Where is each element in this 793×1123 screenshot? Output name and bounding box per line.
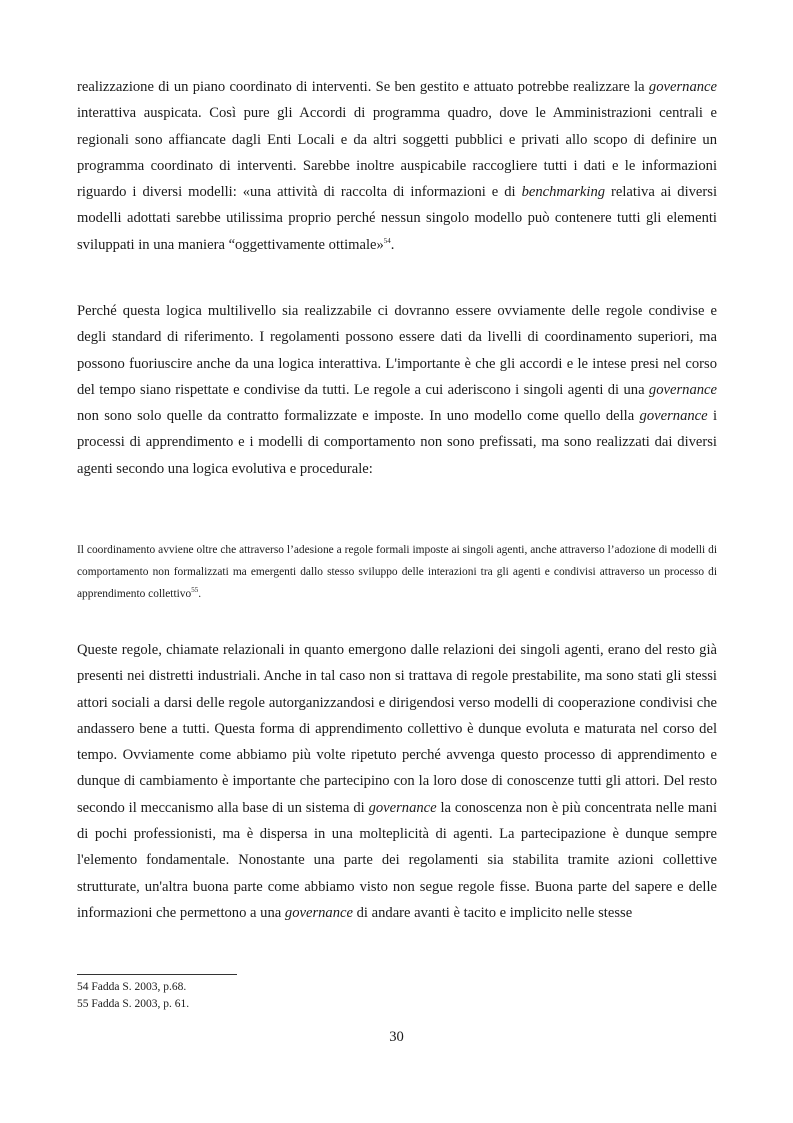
paragraph-1-text: realizzazione di un piano coordinato di interventi. Se ben gestito e attuato potrebbe realizzare la — [77, 79, 649, 95]
footnote-54: 54 Fadda S. 2003, p.68. — [77, 981, 187, 993]
emphasis-governance: governance — [648, 79, 717, 95]
footnote-55: 55 Fadda S. 2003, p. 61. — [77, 998, 190, 1010]
paragraph-1-text: interattiva auspicata. Così pure gli Accordi di programma quadro, dove le Amministrazioni centrali e regionali sono affiancate dagli Enti Locali e da altri soggetti pubblici e privati allo scopo di definire un programma coordinato di interventi. Sarebbe inoltre auspicabile raccogliere tutti i dati e le informazioni riguardo i diversi modelli: «una attività di raccolta di informazioni e di — [77, 105, 717, 201]
emphasis-governance: governance — [648, 381, 717, 398]
paragraph-2 — [77, 298, 717, 482]
emphasis-governance: governance — [368, 799, 437, 816]
emphasis-governance: governance — [284, 904, 353, 921]
paragraph-2-text: non sono solo quelle da contratto formalizzate e imposte. In uno modello come quello della — [77, 408, 640, 425]
paragraph-1 — [77, 74, 717, 258]
block-quote-text: . — [198, 588, 202, 600]
block-quote — [77, 539, 717, 605]
page-number: 30 — [389, 1029, 404, 1045]
paragraph-3-text: la conoscenza non è più concentrata nelle mani di pochi professionisti, ma è dispersa in una molteplicità di agenti. La partecipazione è dunque sempre l'elemento fondamentale. Nonostante una parte dei regolamenti sia stabilita tramite azioni collettive strutturate, un'altra buona parte come abbiamo visto non segue regole fisse. Buona parte del sapere e delle informazioni che permettono a una — [77, 799, 717, 921]
paragraph-2-text: Perché questa logica multilivello sia realizzabile ci dovranno essere ovviamente delle regole condivise e degli standard di riferimento. I regolamenti possono essere dati da livelli di coordinamento superiori, ma possono fuoriuscire anche da una logica interattiva. L'importante è che gli accordi e le intese presi nel corso del tempo siano rispettate e condivise da tutti. Le regole a cui aderiscono i singoli agenti di una — [77, 303, 717, 398]
emphasis-governance: governance — [639, 408, 708, 425]
footnote-ref-54[interactable]: 54 — [383, 236, 391, 245]
paragraph-3-text: Queste regole, chiamate relazionali in quanto emergono dalle relazioni dei singoli agenti, erano del resto già presenti nei distretti industriali. Anche in tal caso non si trattava di regole prestabilite, ma sono stati gli stessi attori sociali a darsi delle regole autorganizzandosi e dirigendosi verso modelli di cooperazione condivisi che andassero bene a tutti. Questa forma di apprendimento collettivo è dunque evoluta e maturata nel corso del tempo. Ovviamente come abbiamo più volte ripetuto perché avvenga questo processo di apprendimento e dunque di cambiamento è importante che partecipino con la loro dose di conoscenze tutti gli attori. Del resto secondo il meccanismo alla base di un sistema di — [77, 642, 717, 816]
emphasis-benchmarking: benchmarking — [521, 184, 606, 201]
paragraph-3-text: di andare avanti è tacito e implicito nelle stesse — [352, 904, 633, 921]
footnote-ref-55[interactable]: 55 — [191, 586, 199, 595]
footnotes — [77, 979, 189, 1013]
footnote-separator — [77, 974, 237, 975]
paragraph-2-text: i processi di apprendimento e i modelli di comportamento non sono prefissati, ma sono realizzati dai diversi agenti secondo una logica evolutiva e procedurale: — [77, 408, 718, 477]
paragraph-1-text: . — [390, 236, 395, 253]
block-quote-text: Il coordinamento avviene oltre che attraverso l’adesione a regole formali imposte ai singoli agenti, anche attraverso l’adozione di modelli di comportamento non formalizzati ma emergenti dallo stesso sviluppo delle interazioni tra gli agenti e condivisi attraverso un processo di apprendimento collettivo — [77, 544, 717, 600]
paragraph-3 — [77, 637, 717, 926]
paragraph-1-text: relativa ai diversi modelli adottati sarebbe utilissima proprio perché nessun singolo modello può contenere tutti gli elementi sviluppati in una maniera “oggettivamente ottimale» — [77, 184, 717, 253]
